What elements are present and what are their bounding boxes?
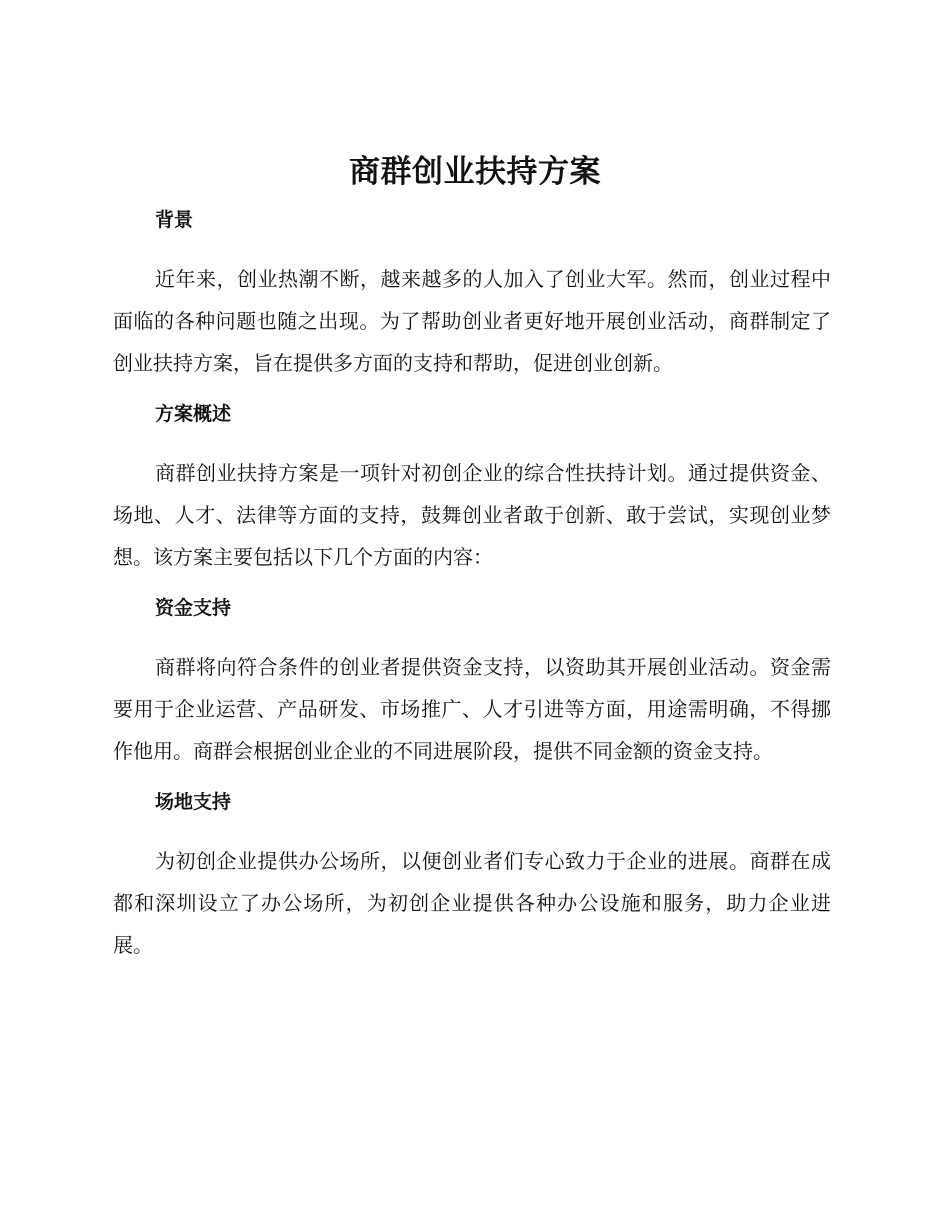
section-funding-support — [113, 592, 831, 786]
section-overview — [113, 398, 831, 592]
section-paragraph: 商群创业扶持方案是一项针对初创企业的综合性扶持计划。通过提供资金、场地、人才、法律等方面的支持，鼓舞创业者敢于创新、敢于尝试，实现创业梦想。该方案主要包括以下几个方面的内容： — [113, 461, 831, 569]
section-heading: 方案概述 — [155, 403, 232, 425]
section-heading: 资金支持 — [155, 597, 232, 619]
section-background — [113, 204, 831, 398]
document-body — [113, 204, 831, 966]
section-venue-support — [113, 786, 831, 966]
section-paragraph: 近年来，创业热潮不断，越来越多的人加入了创业大军。然而，创业过程中面临的各种问题也随之出现。为了帮助创业者更好地开展创业活动，商群制定了创业扶持方案，旨在提供多方面的支持和帮助，促进创业创新。 — [113, 267, 831, 375]
section-paragraph: 为初创企业提供办公场所，以便创业者们专心致力于企业的进展。商群在成都和深圳设立了办公场所，为初创企业提供各种办公设施和服务，助力企业进展。 — [113, 849, 831, 957]
section-heading: 背景 — [155, 209, 194, 231]
section-paragraph: 商群将向符合条件的创业者提供资金支持，以资助其开展创业活动。资金需要用于企业运营、产品研发、市场推广、人才引进等方面，用途需明确，不得挪作他用。商群会根据创业企业的不同进展阶段，提供不同金额的资金支持。 — [113, 655, 831, 763]
section-heading: 场地支持 — [155, 791, 232, 813]
document-title: 商群创业扶持方案 — [349, 154, 601, 190]
